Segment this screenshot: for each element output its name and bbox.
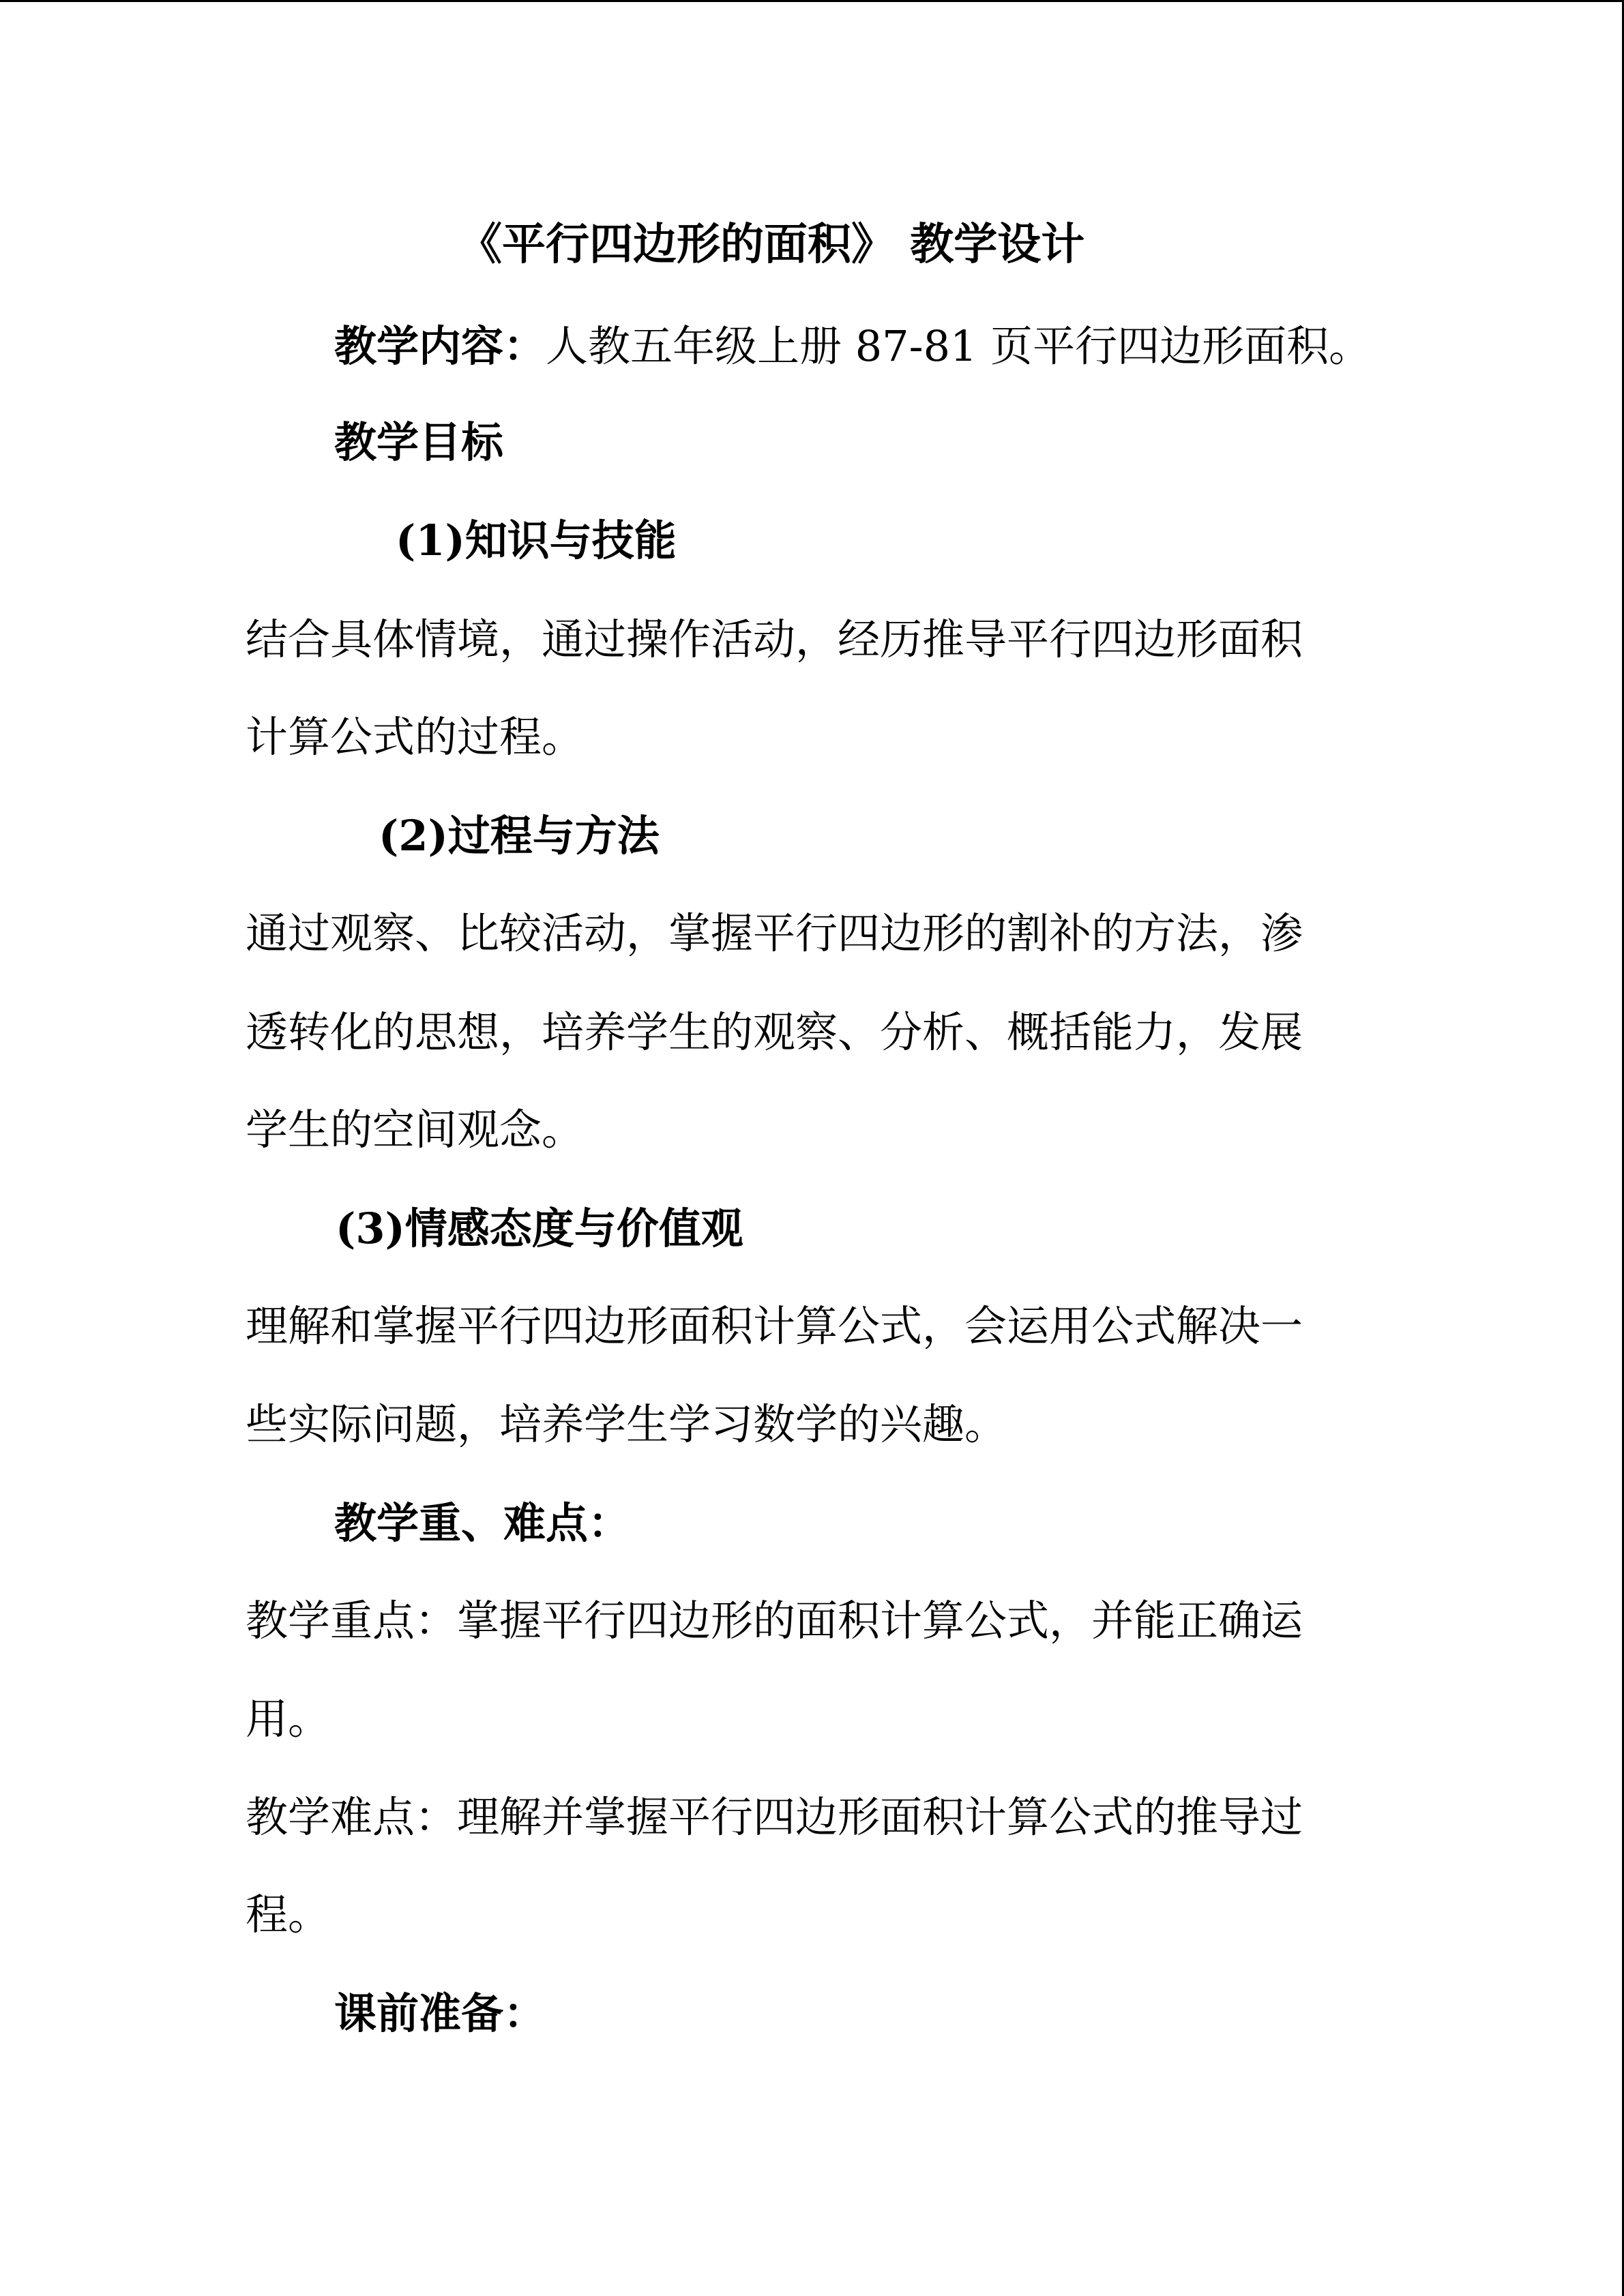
keypoint-paragraph-line: 用。 bbox=[246, 1694, 331, 1744]
process-paragraph-line: 透转化的思想，培养学生的观察、分析、概括能力，发展 bbox=[246, 1007, 1303, 1057]
emotion-paragraph-line: 理解和掌握平行四边形面积计算公式，会运用公式解决一 bbox=[246, 1301, 1303, 1351]
preparation-heading: 课前准备： bbox=[334, 1988, 546, 2038]
teaching-content bbox=[334, 319, 1371, 374]
process-paragraph-line: 通过观察、比较活动，掌握平行四边形的割补的方法，渗 bbox=[246, 908, 1303, 958]
keypoints-heading: 教学重、难点： bbox=[334, 1498, 631, 1548]
teaching-content-text: 人教五年级上册 87-81 页平行四边形面积。 bbox=[546, 321, 1372, 371]
document-title: 《平行四边形的面积》 教学设计 bbox=[458, 219, 1085, 270]
process-paragraph-line: 学生的空间观念。 bbox=[246, 1105, 585, 1154]
goals-heading: 教学目标 bbox=[334, 417, 504, 467]
emotion-heading: (3)情感态度与价值观 bbox=[336, 1204, 743, 1253]
process-heading: (2)过程与方法 bbox=[379, 811, 660, 861]
emotion-paragraph-line: 些实际问题，培养学生学习数学的兴趣。 bbox=[246, 1399, 1007, 1449]
knowledge-paragraph-line: 计算公式的过程。 bbox=[246, 712, 585, 762]
keypoint-paragraph-line: 教学重点：掌握平行四边形的面积计算公式，并能正确运 bbox=[246, 1596, 1303, 1645]
teaching-content-label: 教学内容： bbox=[334, 321, 546, 371]
difficulty-paragraph-line: 程。 bbox=[246, 1890, 331, 1939]
page-border-top bbox=[0, 0, 1624, 2]
difficulty-paragraph-line: 教学难点：理解并掌握平行四边形面积计算公式的推导过 bbox=[246, 1792, 1303, 1842]
knowledge-paragraph-line: 结合具体情境，通过操作活动，经历推导平行四边形面积 bbox=[246, 614, 1303, 664]
knowledge-heading: (1)知识与技能 bbox=[396, 516, 677, 565]
